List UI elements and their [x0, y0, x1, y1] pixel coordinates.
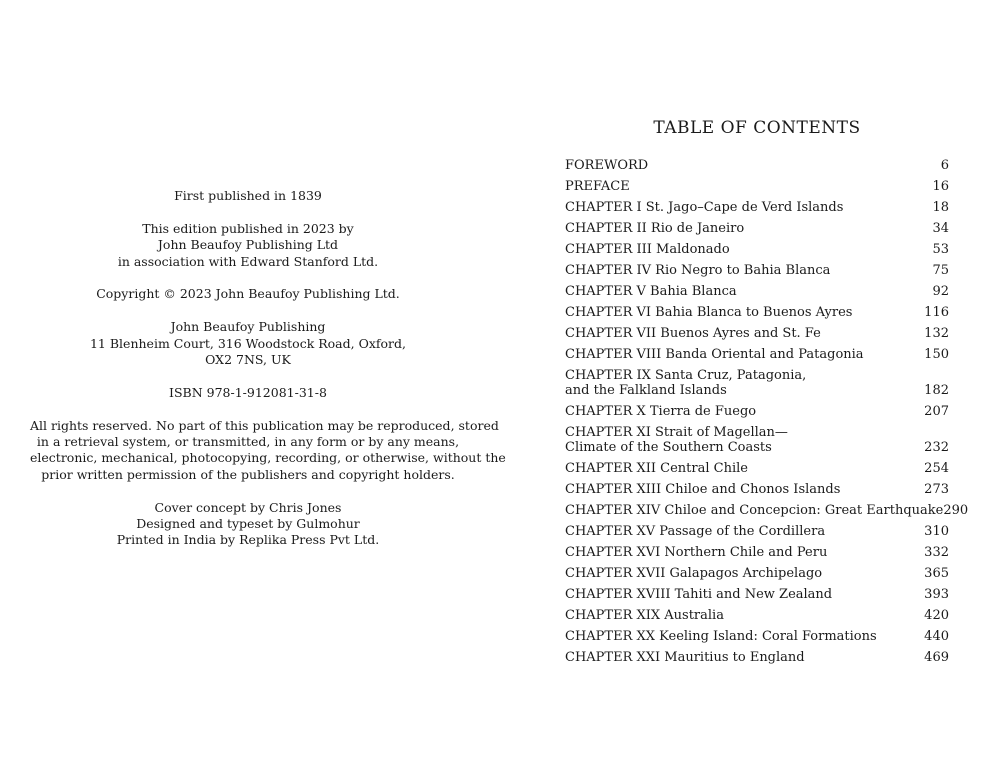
toc-entry-page-number: 132	[924, 326, 949, 341]
toc-entry-title-line: CHAPTER XVI Northern Chile and Peru	[565, 545, 828, 560]
toc-entry-page-number: 393	[924, 587, 949, 602]
toc-entry-title-line: CHAPTER II Rio de Janeiro	[565, 221, 745, 236]
imprint-line: All rights reserved. No part of this publication may be reproduced, stored	[30, 417, 499, 433]
toc-entry-title-line: CHAPTER XIV Chiloe and Concepcion: Great Earthquake	[565, 503, 944, 518]
toc-entry	[565, 647, 949, 668]
toc-entry-title	[565, 158, 648, 173]
toc-entry-page-number: 182	[924, 383, 949, 398]
toc-entry-page-number: 92	[932, 284, 949, 299]
toc-entry-page-number: 150	[924, 347, 949, 362]
toc-entry-title	[565, 200, 843, 215]
toc-entry-page-number: 420	[924, 608, 949, 623]
toc-entry-page-number: 273	[924, 482, 949, 497]
toc-entry-title	[565, 608, 724, 623]
toc-entry-title	[565, 650, 805, 665]
toc-entry-title-line: CHAPTER VIII Banda Oriental and Patagonia	[565, 347, 864, 362]
imprint-line: ISBN 978-1-912081-31-8	[169, 384, 327, 400]
toc-entry-page-number: 365	[924, 566, 949, 581]
toc-entry	[565, 542, 949, 563]
toc-entry-title	[565, 461, 748, 476]
toc-entry-title-line: CHAPTER XXI Mauritius to England	[565, 650, 805, 665]
toc-entry	[565, 521, 949, 542]
toc-entry-title	[565, 368, 806, 398]
imprint-line: Cover concept by Chris Jones	[154, 499, 342, 515]
toc-entry	[565, 365, 949, 401]
imprint-line: This edition published in 2023 by	[142, 220, 354, 236]
toc-entry-page-number: 232	[924, 440, 949, 455]
imprint-paragraph	[30, 188, 466, 204]
toc-entry-title-line: CHAPTER XIX Australia	[565, 608, 724, 623]
toc-entry	[565, 281, 949, 302]
toc-entry-title-line: CHAPTER XVII Galapagos Archipelago	[565, 566, 823, 581]
toc-entry-title	[565, 482, 840, 497]
toc-entry-page-number: 16	[932, 179, 949, 194]
toc-entry	[565, 458, 949, 479]
toc-entry-page-number: 116	[924, 305, 949, 320]
imprint-line: prior written permission of the publishers and copyright holders.	[41, 466, 455, 482]
toc-entry	[565, 422, 949, 458]
toc-entry	[565, 176, 949, 197]
imprint-line: Designed and typeset by Gulmohur	[136, 516, 360, 532]
toc-entry-title	[565, 284, 737, 299]
toc-entry	[565, 218, 949, 239]
toc-entry-title-line: CHAPTER XX Keeling Island: Coral Formations	[565, 629, 877, 644]
imprint-paragraph	[30, 319, 466, 368]
toc-entry	[565, 197, 949, 218]
imprint-paragraph	[30, 385, 466, 401]
toc-entry-title-line: FOREWORD	[565, 158, 649, 173]
toc-entry	[565, 584, 949, 605]
toc-entry	[565, 323, 949, 344]
toc-entry-title-line: CHAPTER XV Passage of the Cordillera	[565, 524, 826, 539]
imprint-paragraph	[30, 286, 466, 302]
toc-entry-title-line: CHAPTER XI Strait of Magellan—	[565, 425, 788, 440]
toc-entry	[565, 344, 949, 365]
toc-entry-page-number: 75	[932, 263, 949, 278]
toc-entry-title	[565, 242, 730, 257]
imprint-line: in association with Edward Stanford Ltd.	[117, 253, 379, 269]
toc-entry-title	[565, 425, 788, 455]
toc-entry-title-line: CHAPTER X Tierra de Fuego	[565, 404, 757, 419]
imprint-paragraph	[30, 417, 506, 484]
toc-entry-title	[565, 221, 744, 236]
toc-entry-page-number: 440	[924, 629, 949, 644]
toc-entry-page-number: 310	[924, 524, 949, 539]
toc-entry-page-number: 254	[924, 461, 949, 476]
imprint-line: in a retrieval system, or transmitted, in any form or by any means,	[36, 434, 460, 450]
imprint-line: John Beaufoy Publishing Ltd	[157, 237, 339, 253]
toc-entry-title	[565, 524, 825, 539]
toc-entry-title-line: CHAPTER IV Rio Negro to Bahia Blanca	[565, 263, 831, 278]
imprint-line: First published in 1839	[174, 188, 322, 203]
toc-entry	[565, 479, 949, 500]
toc-entry	[565, 605, 949, 626]
toc-entry-page-number: 469	[924, 650, 949, 665]
imprint-line: 11 Blenheim Court, 316 Woodstock Road, Oxford,	[89, 335, 406, 351]
table-of-contents	[565, 155, 969, 668]
toc-entry-title	[565, 566, 822, 581]
toc-entry-title	[565, 347, 864, 362]
toc-entry-title	[565, 263, 830, 278]
toc-entry-title-line: CHAPTER VII Buenos Ayres and St. Fe	[565, 326, 821, 341]
toc-entry-title	[565, 305, 852, 320]
toc-entry-page-number: 290	[943, 503, 969, 518]
toc-entry-title	[565, 326, 821, 341]
toc-entry	[565, 626, 949, 647]
toc-entry-title	[565, 629, 877, 644]
toc-entry	[565, 239, 949, 260]
toc-entry-title-line: CHAPTER V Bahia Blanca	[565, 284, 737, 299]
imprint-paragraph	[30, 500, 466, 549]
imprint-paragraph	[30, 221, 466, 270]
toc-entry	[565, 401, 949, 422]
toc-entry	[565, 260, 949, 281]
toc-entry-page-number: 34	[932, 221, 949, 236]
toc-entry-title-line: CHAPTER VI Bahia Blanca to Buenos Ayres	[565, 305, 853, 320]
imprint-page	[30, 188, 506, 565]
imprint-line: John Beaufoy Publishing	[170, 319, 326, 335]
toc-entry	[565, 500, 969, 521]
toc-entry	[565, 302, 949, 323]
toc-entry-title	[565, 587, 832, 602]
imprint-line: OX2 7NS, UK	[205, 352, 291, 368]
toc-entry	[565, 563, 949, 584]
toc-entry-title-line: and the Falkland Islands	[565, 383, 727, 398]
toc-entry-page-number: 18	[932, 200, 949, 215]
toc-entry-page-number: 6	[940, 158, 949, 173]
toc-entry-title	[565, 503, 943, 518]
toc-entry-title-line: Climate of the Southern Coasts	[565, 440, 772, 455]
imprint-line: Copyright © 2023 John Beaufoy Publishing Ltd.	[96, 286, 400, 302]
imprint-line: Printed in India by Replika Press Pvt Ltd.	[116, 532, 380, 548]
toc-entry-title-line: CHAPTER III Maldonado	[565, 242, 730, 257]
toc-entry	[565, 155, 949, 176]
toc-entry-page-number: 332	[924, 545, 949, 560]
toc-entry-title-line: CHAPTER XVIII Tahiti and New Zealand	[565, 587, 833, 602]
toc-entry-title-line: CHAPTER XIII Chiloe and Chonos Islands	[565, 482, 841, 497]
toc-entry-title	[565, 404, 756, 419]
toc-entry-title-line: CHAPTER XII Central Chile	[565, 461, 748, 476]
toc-entry-page-number: 207	[924, 404, 949, 419]
toc-entry-page-number: 53	[932, 242, 949, 257]
toc-title: TABLE OF CONTENTS	[653, 118, 861, 138]
toc-entry-title-line: CHAPTER I St. Jago–Cape de Verd Islands	[565, 200, 844, 215]
toc-entry-title	[565, 179, 630, 194]
imprint-line: electronic, mechanical, photocopying, recording, or otherwise, without the	[30, 450, 506, 466]
toc-entry-title	[565, 545, 827, 560]
toc-entry-title-line: CHAPTER IX Santa Cruz, Patagonia,	[565, 368, 807, 383]
toc-entry-title-line: PREFACE	[565, 179, 630, 194]
